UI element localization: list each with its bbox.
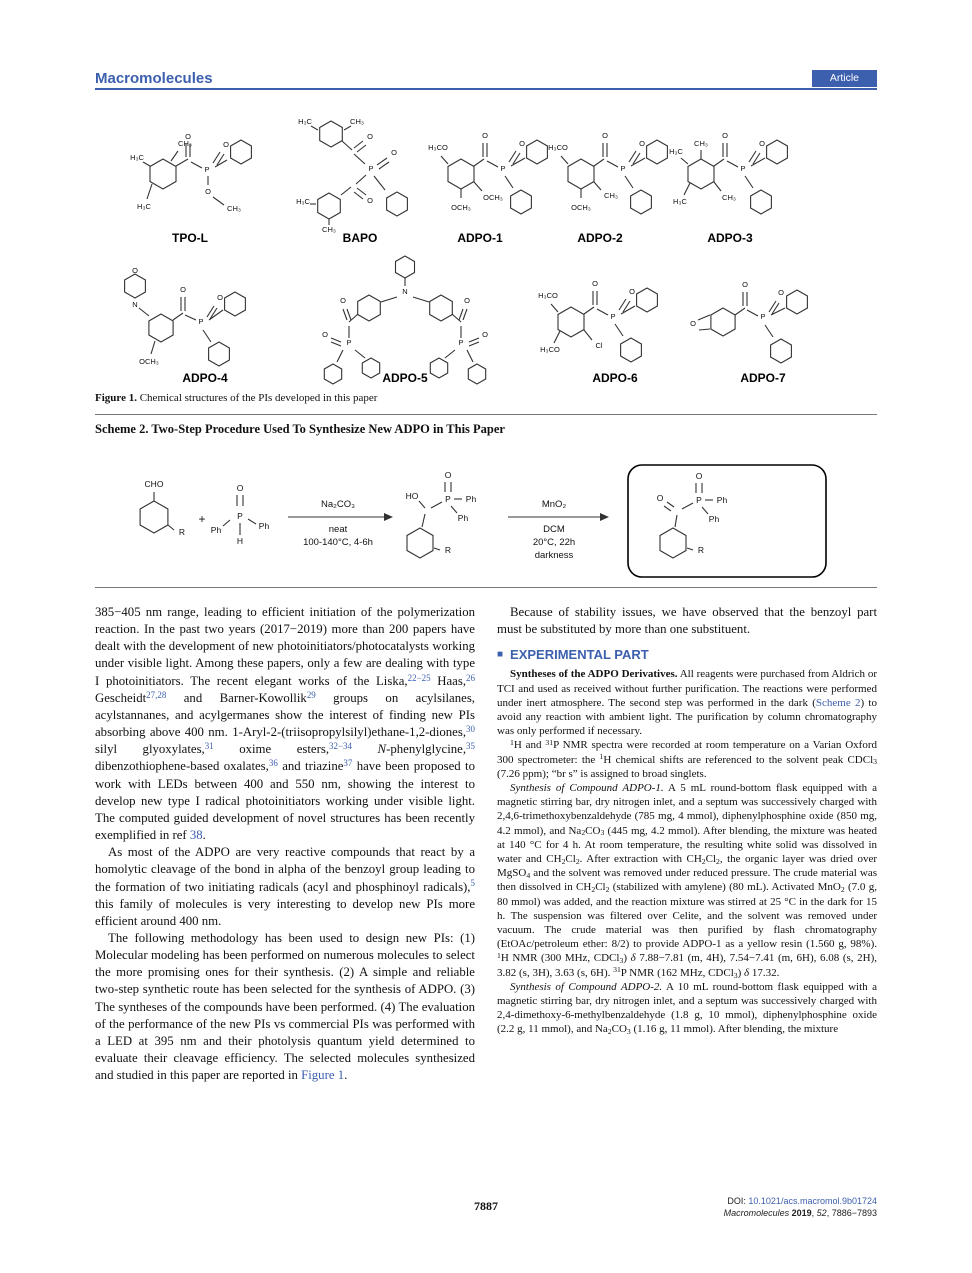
compound-label-bapo: BAPO bbox=[342, 231, 378, 245]
inline-link[interactable]: 32−34 bbox=[329, 741, 353, 752]
section-heading-text: EXPERIMENTAL PART bbox=[510, 647, 649, 663]
benzene-ring bbox=[125, 274, 146, 298]
svg-text:HO: HO bbox=[405, 491, 419, 501]
svg-text:H₃CO: H₃CO bbox=[548, 143, 568, 152]
benzene-ring bbox=[225, 292, 246, 316]
svg-text:P: P bbox=[740, 164, 746, 173]
svg-text:CH₃: CH₃ bbox=[322, 225, 336, 234]
svg-text:MnO₂: MnO₂ bbox=[541, 499, 567, 510]
benzene-ring bbox=[688, 159, 714, 189]
text-segment: 1 bbox=[510, 737, 514, 747]
benzene-ring bbox=[468, 364, 485, 384]
svg-text:CH₃: CH₃ bbox=[604, 191, 618, 200]
svg-text:O: O bbox=[180, 285, 186, 294]
svg-text:H₃C: H₃C bbox=[130, 153, 144, 162]
svg-text:H₃C: H₃C bbox=[298, 117, 312, 126]
inline-link[interactable]: 38 bbox=[189, 828, 203, 843]
svg-text:O: O bbox=[759, 139, 765, 148]
inline-link[interactable]: 36 bbox=[268, 758, 278, 769]
text-segment: 4 bbox=[526, 871, 531, 881]
paragraph: Synthesis of Compound ADPO-1. A 5 mL round-bottom flask equipped with a magnetic stirring bar, dry nitrogen inlet, and a septum was successively charged with 2,4,6-trimethoxybenzaldehyde (785 mg, 4 mmol), diphenylphosphine oxide (850 mg, 4.2 mmol), and Na2CO3 (445 mg, 4.2 mmol). After blending, the mixture was heated at 140 °C for 4 h. At room temperature, the resulting white solid was dissolved in water and CH2Cl2. After extraction with CH2Cl2, the organic layer was dried over MgSO4 and the solvent was removed under reduced pressure. The crude material was then dissolved in CH2Cl2 (stabilized with amylene) (80 mL). Activated MnO2 (7.0 g, 80 mmol) was added, and the reaction mixture was stirred at 25 °C in the dark for 15 h. The suspension was filtered over Celite, and the solvent was removed under vacuum. The crude material was then purified by flash chromatography (EtOAc/petroleum ether: 8/2) to provide ADPO-1 as a yellow resin (1.560 g, 98%). $^1$H NMR (300 MHz, CDCl3) δ 7.88−7.81 (m, 4H), 7.54−7.41 (m, 6H), 6.08 (s, 2H), 3.82 (s, 3H), 3.63 (s, 6H). $^{31}$P NMR (162 MHz, CDCl3) δ 17.32. bbox=[497, 781, 878, 980]
inline-link[interactable]: Figure 1 bbox=[301, 1068, 345, 1083]
svg-text:20°C, 22h: 20°C, 22h bbox=[532, 537, 576, 548]
svg-text:R: R bbox=[444, 545, 452, 555]
inline-link[interactable]: 31 bbox=[204, 741, 214, 752]
inline-link[interactable]: 29 bbox=[306, 689, 316, 700]
benzene-ring bbox=[209, 342, 230, 366]
svg-text:P: P bbox=[500, 164, 506, 173]
text-segment: 3 bbox=[600, 828, 605, 838]
page-header bbox=[95, 70, 877, 90]
structure-adpo-7 bbox=[690, 280, 807, 363]
inline-link[interactable]: 27,28 bbox=[146, 689, 167, 700]
svg-text:Ph: Ph bbox=[258, 521, 270, 531]
benzene-ring bbox=[140, 501, 168, 533]
compound-label-adpo-3: ADPO-3 bbox=[707, 231, 753, 245]
compound-label-adpo-7: ADPO-7 bbox=[740, 371, 786, 385]
svg-text:H₃CO: H₃CO bbox=[540, 345, 560, 354]
benzene-ring bbox=[318, 193, 341, 219]
svg-text:O: O bbox=[185, 132, 191, 141]
svg-text:CH₃: CH₃ bbox=[350, 117, 364, 126]
scheme-2-graphic bbox=[116, 439, 856, 581]
section-bullet-icon: ■ bbox=[497, 648, 504, 660]
benzene-ring bbox=[358, 295, 381, 321]
svg-text:OCH₃: OCH₃ bbox=[451, 203, 471, 212]
benzene-ring bbox=[407, 528, 433, 558]
benzene-ring bbox=[751, 190, 772, 214]
compound-label-adpo-4: ADPO-4 bbox=[182, 371, 228, 385]
svg-text:Ph: Ph bbox=[210, 525, 222, 535]
benzene-ring bbox=[527, 140, 548, 164]
structure-adpo-1 bbox=[428, 131, 547, 214]
benzene-ring bbox=[568, 159, 594, 189]
structure-adpo-3 bbox=[669, 131, 787, 214]
svg-text:O: O bbox=[695, 471, 703, 481]
svg-text:P: P bbox=[346, 338, 352, 347]
benzene-ring bbox=[660, 528, 686, 558]
benzene-ring bbox=[396, 256, 415, 278]
svg-text:P: P bbox=[696, 495, 702, 505]
svg-text:CH₃: CH₃ bbox=[178, 139, 192, 148]
benzene-ring bbox=[787, 290, 808, 314]
svg-text:CH₃: CH₃ bbox=[227, 204, 241, 213]
svg-text:P: P bbox=[760, 312, 766, 321]
compound-label-tpo-l: TPO-L bbox=[172, 231, 208, 245]
text-segment: δ bbox=[630, 952, 636, 965]
benzene-ring bbox=[324, 364, 341, 384]
svg-text:darkness: darkness bbox=[534, 550, 574, 561]
inline-link[interactable]: 5 bbox=[470, 878, 475, 889]
paragraph: As most of the ADPO are very reactive compounds that react by a homolytic cleavage of the bond in alpha of the benzoyl group leading to the formation of two initiating radicals (acyl and phosphinoyl radicals),$^5$ this family of molecules is very interesting to develop new PIs more efficient around 400 nm. bbox=[95, 845, 475, 928]
svg-text:N: N bbox=[402, 287, 408, 296]
svg-text:N: N bbox=[132, 300, 138, 309]
right-column bbox=[497, 604, 877, 1084]
text-segment: 3 bbox=[873, 757, 877, 767]
svg-text:Ph: Ph bbox=[465, 494, 477, 504]
benzene-ring bbox=[387, 192, 408, 216]
inline-link[interactable]: 22−25 bbox=[407, 672, 431, 683]
svg-text:H₃C: H₃C bbox=[673, 197, 687, 206]
left-column bbox=[95, 604, 475, 1084]
structure-tpo-l bbox=[130, 132, 251, 213]
benzene-ring bbox=[637, 288, 658, 312]
svg-text:O: O bbox=[629, 287, 635, 296]
structure-bapo bbox=[296, 117, 407, 234]
svg-text:H₃CO: H₃CO bbox=[538, 291, 558, 300]
section-heading-experimental-part bbox=[497, 647, 877, 662]
text-segment: 2 bbox=[581, 828, 586, 838]
svg-text:R: R bbox=[697, 545, 705, 555]
svg-text:OCH₃: OCH₃ bbox=[139, 357, 159, 366]
text-segment: 2 bbox=[591, 885, 596, 895]
text-segment: 2 bbox=[716, 856, 720, 866]
compound-label-adpo-1: ADPO-1 bbox=[457, 231, 503, 245]
benzene-ring bbox=[448, 159, 474, 189]
svg-text:Cl: Cl bbox=[595, 341, 603, 350]
structure-adpo-2 bbox=[548, 131, 667, 214]
scheme-2 bbox=[95, 414, 877, 588]
svg-text:O: O bbox=[656, 493, 664, 503]
paragraph: The following methodology has been used to design new PIs: (1) Molecular modeling has been performed on numerous molecules to select the more promising ones for their synthesis. (2) A simple and reliable two-step synthetic route has been selected for the synthesis of ADPO. (3) The syntheses of the compounds have been performed. (4) The evaluation of the performance of the new PIs vs commercial PIs was performed with a LED at 395 nm and their photolysis quantum yield determined to evaluate their cleavage efficiency. The selected molecules synthesized and studied in this paper are reported in Figure 1. bbox=[95, 930, 475, 1083]
text-segment: 3 bbox=[733, 970, 738, 980]
scheme-2-title bbox=[95, 422, 877, 437]
text-segment: 2019 bbox=[791, 1208, 812, 1218]
svg-text:O: O bbox=[217, 293, 223, 302]
benzene-ring bbox=[511, 190, 532, 214]
inline-link[interactable]: Scheme 2 bbox=[815, 696, 861, 709]
paragraph: Syntheses of the ADPO Derivatives. All reagents were purchased from Aldrich or TCI and used as received without further purification. The reactions were performed under inert atmosphere. The second step was performed in the dark (Scheme 2) to avoid any reaction with ambient light. The purification by column chromatography was only performed if necessary. bbox=[497, 668, 877, 738]
body-columns bbox=[95, 604, 877, 1084]
svg-text:O: O bbox=[639, 139, 645, 148]
benzene-ring bbox=[647, 140, 668, 164]
inline-link[interactable]: 35 bbox=[466, 741, 475, 752]
svg-text:P: P bbox=[204, 165, 210, 174]
text-segment: δ bbox=[744, 966, 750, 979]
benzene-ring bbox=[150, 159, 176, 189]
svg-text:H₃CO: H₃CO bbox=[428, 143, 448, 152]
figure-1-caption-label: Figure 1. bbox=[95, 392, 137, 404]
inline-link[interactable]: 37 bbox=[343, 758, 353, 769]
svg-text:CHO: CHO bbox=[144, 479, 164, 489]
svg-text:O: O bbox=[236, 483, 244, 493]
text-segment: Macromolecules bbox=[723, 1208, 790, 1218]
structure-adpo-4 bbox=[125, 266, 246, 366]
paragraph: $^1$H and $^{31}$P NMR spectra were recorded at room temperature on a Varian Oxford 300 spectrometer: the $^1$H chemical shifts are referenced to the solvent peak CDCl3 (7.26 ppm); “br s” is assigned to broad singlets. bbox=[497, 737, 878, 780]
svg-text:O: O bbox=[340, 296, 346, 305]
text-segment: 2 bbox=[607, 1027, 612, 1037]
svg-text:DCM: DCM bbox=[543, 524, 565, 535]
text-segment: Syntheses of the ADPO Derivatives. bbox=[510, 668, 678, 681]
svg-text:O: O bbox=[519, 139, 525, 148]
svg-text:O: O bbox=[444, 470, 452, 480]
svg-text:P: P bbox=[610, 312, 616, 321]
paragraph: 385−405 nm range, leading to efficient initiation of the polymerization reaction. In the past two years (2017−2019) more than 200 papers have dealt with the development of new photoinitiators/photocatalysts working under visible light. Among these papers, only a few are dealing with type I photoinitiators. The recent elegant works of the Liska,$^{22-25}$ Haas,$^{26}$ Gescheidt$^{27,28}$ and Barner-Kowollik$^{29}$ groups on acylsilanes, acylstannanes, and acylgermanes show the interest of finding new PIs absorbing above 400 nm. 1-Aryl-2-(triisopropylsilyl)ethane-1,2-diones,$^{30}$ silyl glyoxylates,$^{31}$ oxime esters,$^{32-34}$ N-phenylglycine,$^{35}$ dibenzothiophene-based oxalates,$^{36}$ and triazine$^{37}$ have been proposed to work with LEDs between 400 and 550 nm, showing the interest to develop new type I radical photoinitiators working under visible light. The computed guided development of novel structures has been recently exemplified in ref 38. bbox=[95, 605, 475, 843]
citation-line: Macromolecules 2019, 52, 7886−7893 bbox=[723, 1208, 877, 1218]
svg-text:Ph: Ph bbox=[708, 514, 720, 524]
text-segment: 3 bbox=[619, 956, 624, 966]
text-segment: 1 bbox=[497, 950, 501, 960]
svg-text:H₃C: H₃C bbox=[669, 147, 683, 156]
svg-text:O: O bbox=[482, 330, 488, 339]
benzene-ring bbox=[558, 307, 584, 337]
svg-text:O: O bbox=[742, 280, 748, 289]
svg-text:+: + bbox=[198, 512, 206, 526]
svg-text:neat: neat bbox=[328, 524, 348, 535]
structure-adpo-5 bbox=[322, 256, 488, 384]
text-segment: 1 bbox=[599, 752, 604, 762]
benzene-ring bbox=[767, 140, 788, 164]
benzene-ring bbox=[149, 314, 173, 342]
doi-line bbox=[724, 1195, 877, 1207]
svg-text:H: H bbox=[236, 536, 244, 546]
inline-link[interactable]: 26 bbox=[466, 672, 475, 683]
text-segment: 52 bbox=[816, 1208, 827, 1218]
paragraph: Synthesis of Compound ADPO-2. A 10 mL round-bottom flask equipped with a magnetic stirring bar, dry nitrogen inlet, and a septum was successively charged with 2,4-dimethoxy-6-methylbenzaldehyde (1.8 g, 10 mmol), diphenylphosphine oxide (2.2 g, 11 mmol), and Na2CO3 (1.16 g, 11 mmol). After blending, the mixture bbox=[497, 980, 877, 1037]
doi-label: DOI: bbox=[727, 1196, 749, 1206]
benzene-ring bbox=[320, 121, 343, 147]
svg-text:O: O bbox=[778, 288, 784, 297]
text-segment: 31 bbox=[545, 737, 554, 747]
scheme-2-title-label: Scheme 2. bbox=[95, 422, 149, 436]
benzene-ring bbox=[711, 308, 735, 336]
svg-text:O: O bbox=[367, 132, 373, 141]
svg-text:P: P bbox=[458, 338, 464, 347]
svg-text:100-140°C, 4-6h: 100-140°C, 4-6h bbox=[303, 537, 373, 548]
benzene-ring bbox=[430, 295, 453, 321]
svg-text:Ph: Ph bbox=[716, 495, 728, 505]
benzene-ring bbox=[362, 358, 379, 378]
svg-text:P: P bbox=[198, 317, 204, 326]
svg-text:O: O bbox=[690, 319, 696, 328]
svg-text:CH₃: CH₃ bbox=[694, 139, 708, 148]
svg-text:P: P bbox=[368, 164, 374, 173]
doi-link[interactable]: 10.1021/acs.macromol.9b01724 bbox=[748, 1196, 877, 1206]
svg-text:Ph: Ph bbox=[457, 513, 469, 523]
svg-text:P: P bbox=[237, 511, 243, 521]
benzene-ring bbox=[430, 358, 447, 378]
benzene-ring bbox=[771, 339, 792, 363]
svg-text:O: O bbox=[482, 131, 488, 140]
svg-text:H₃C: H₃C bbox=[137, 202, 151, 211]
text-segment: N bbox=[377, 742, 387, 757]
svg-text:O: O bbox=[602, 131, 608, 140]
svg-text:O: O bbox=[205, 187, 211, 196]
text-segment: Synthesis of Compound ADPO-2. bbox=[510, 980, 663, 993]
compound-label-adpo-2: ADPO-2 bbox=[577, 231, 623, 245]
svg-text:H₃C: H₃C bbox=[296, 197, 310, 206]
benzene-ring bbox=[631, 190, 652, 214]
svg-text:R: R bbox=[178, 527, 186, 537]
figure-1-caption-text: Chemical structures of the PIs developed in this paper bbox=[136, 392, 378, 404]
svg-text:OCH₃: OCH₃ bbox=[483, 193, 503, 202]
svg-text:O: O bbox=[722, 131, 728, 140]
compound-label-adpo-5: ADPO-5 bbox=[382, 371, 428, 385]
footer-citation-block bbox=[724, 1195, 877, 1219]
svg-text:O: O bbox=[322, 330, 328, 339]
text-segment: 31 bbox=[613, 965, 621, 975]
text-segment: Synthesis of Compound ADPO-1. bbox=[510, 781, 664, 794]
svg-text:P: P bbox=[620, 164, 626, 173]
svg-text:OCH₃: OCH₃ bbox=[571, 203, 591, 212]
figure-1 bbox=[95, 98, 877, 404]
benzene-ring bbox=[231, 140, 252, 164]
figure-1-graphic bbox=[95, 98, 877, 390]
text-segment: 2 bbox=[605, 885, 610, 895]
article-badge: Article bbox=[812, 70, 877, 87]
inline-link[interactable]: 30 bbox=[466, 724, 475, 735]
svg-text:O: O bbox=[132, 266, 138, 275]
svg-text:CH₃: CH₃ bbox=[722, 193, 736, 202]
svg-text:O: O bbox=[592, 279, 598, 288]
structure-adpo-6 bbox=[538, 279, 657, 362]
compound-label-adpo-6: ADPO-6 bbox=[592, 371, 638, 385]
journal-name[interactable]: Macromolecules bbox=[95, 70, 213, 87]
svg-text:O: O bbox=[223, 140, 229, 149]
text-segment: 2 bbox=[561, 856, 566, 866]
text-segment: 2 bbox=[701, 856, 706, 866]
text-segment: 3 bbox=[626, 1027, 631, 1037]
page-number: 7887 bbox=[474, 1199, 498, 1213]
text-segment: 2 bbox=[575, 856, 580, 866]
benzene-ring bbox=[621, 338, 642, 362]
paragraph: Because of stability issues, we have observed that the benzoyl part must be substituted by more than one substituent. bbox=[497, 605, 877, 637]
figure-1-caption bbox=[95, 392, 877, 404]
scheme-2-title-text: Two-Step Procedure Used To Synthesize New ADPO in This Paper bbox=[148, 422, 505, 436]
svg-text:Na₂CO₃: Na₂CO₃ bbox=[321, 499, 355, 510]
svg-text:O: O bbox=[367, 196, 373, 205]
svg-text:P: P bbox=[445, 494, 451, 504]
svg-text:O: O bbox=[391, 148, 397, 157]
text-segment: 2 bbox=[840, 885, 845, 895]
svg-text:O: O bbox=[464, 296, 470, 305]
